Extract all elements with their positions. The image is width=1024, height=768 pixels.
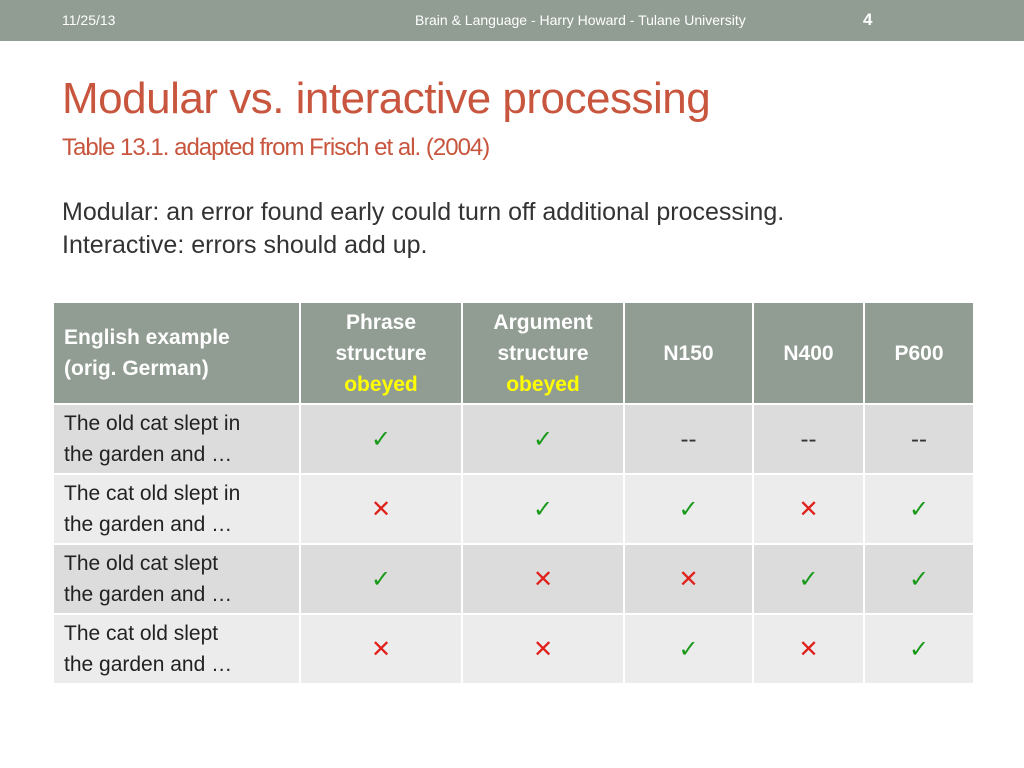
header-argument-line3: obeyed bbox=[506, 372, 580, 396]
body-line-modular: Modular: an error found early could turn off additional processing. bbox=[62, 198, 785, 226]
p600-check-icon: ✓ bbox=[864, 474, 974, 544]
slide-page-number: 4 bbox=[863, 10, 873, 29]
n400-cross-icon: ✕ bbox=[753, 614, 864, 684]
n400-check-icon: ✓ bbox=[753, 544, 864, 614]
example-line1: The old cat slept bbox=[64, 552, 219, 575]
p600-check-icon: ✓ bbox=[864, 544, 974, 614]
n150-check-icon: ✓ bbox=[624, 474, 753, 544]
example-line2: the garden and … bbox=[64, 443, 233, 466]
p600-value: -- bbox=[864, 404, 974, 474]
header-n400: N400 bbox=[753, 302, 864, 404]
example-cell bbox=[53, 614, 300, 684]
header-phrase-line3: obeyed bbox=[344, 372, 418, 396]
table-row bbox=[53, 614, 974, 684]
header-phrase-line1: Phrase bbox=[345, 310, 417, 334]
header-english-example bbox=[53, 302, 300, 404]
argument-cross-icon: ✕ bbox=[462, 544, 624, 614]
slide-footer-text: Brain & Language - Harry Howard - Tulane University bbox=[415, 12, 746, 28]
table-header-row bbox=[53, 302, 974, 404]
example-cell bbox=[53, 544, 300, 614]
n150-cross-icon: ✕ bbox=[624, 544, 753, 614]
phrase-check-icon: ✓ bbox=[300, 544, 462, 614]
n150-check-icon: ✓ bbox=[624, 614, 753, 684]
example-line2: the garden and … bbox=[64, 513, 233, 536]
header-n150: N150 bbox=[624, 302, 753, 404]
n400-cross-icon: ✕ bbox=[753, 474, 864, 544]
example-line2: the garden and … bbox=[64, 583, 233, 606]
table-row bbox=[53, 474, 974, 544]
slide-header-bar bbox=[0, 0, 1024, 41]
slide-body-text bbox=[62, 196, 784, 262]
argument-check-icon: ✓ bbox=[462, 404, 624, 474]
header-argument-line2: structure bbox=[497, 341, 589, 365]
phrase-check-icon: ✓ bbox=[300, 404, 462, 474]
example-line1: The old cat slept in bbox=[64, 412, 241, 435]
body-line-interactive: Interactive: errors should add up. bbox=[62, 231, 428, 259]
phrase-cross-icon: ✕ bbox=[300, 474, 462, 544]
example-line2: the garden and … bbox=[64, 653, 233, 676]
example-line1: The cat old slept in bbox=[64, 482, 241, 505]
slide-date: 11/25/13 bbox=[62, 12, 116, 28]
table-row bbox=[53, 544, 974, 614]
header-argument-structure bbox=[462, 302, 624, 404]
erp-results-table bbox=[52, 301, 975, 685]
slide-subtitle: Table 13.1. adapted from Frisch et al. (2004) bbox=[62, 134, 490, 161]
p600-check-icon: ✓ bbox=[864, 614, 974, 684]
n400-value: -- bbox=[753, 404, 864, 474]
header-english-line1: English example bbox=[64, 326, 230, 349]
header-p600: P600 bbox=[864, 302, 974, 404]
header-phrase-line2: structure bbox=[335, 341, 427, 365]
example-cell bbox=[53, 474, 300, 544]
phrase-cross-icon: ✕ bbox=[300, 614, 462, 684]
header-argument-line1: Argument bbox=[493, 310, 593, 334]
example-line1: The cat old slept bbox=[64, 622, 219, 645]
slide-title: Modular vs. interactive processing bbox=[62, 74, 711, 123]
argument-cross-icon: ✕ bbox=[462, 614, 624, 684]
argument-check-icon: ✓ bbox=[462, 474, 624, 544]
n150-value: -- bbox=[624, 404, 753, 474]
table-row bbox=[53, 404, 974, 474]
example-cell bbox=[53, 404, 300, 474]
header-phrase-structure bbox=[300, 302, 462, 404]
header-english-line2: (orig. German) bbox=[64, 357, 209, 380]
